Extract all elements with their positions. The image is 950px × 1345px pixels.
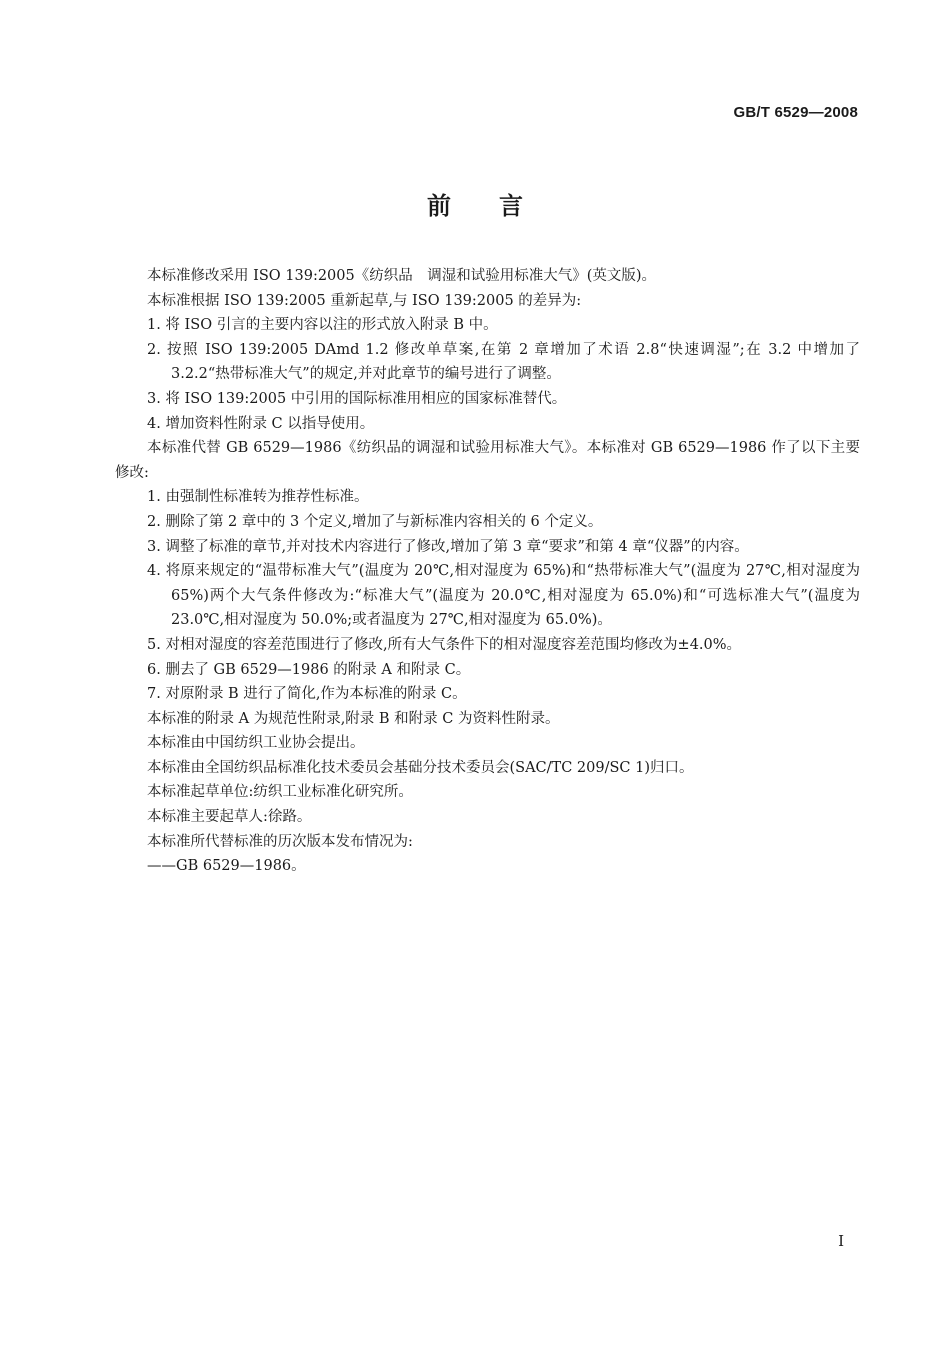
replacement-statement: 本标准代替 GB 6529—1986《纺织品的调湿和试验用标准大气》。本标准对 GB 6529—1986 作了以下主要修改:: [115, 440, 860, 481]
adoption-statement: 本标准修改采用 ISO 139:2005《纺织品 调湿和试验用标准大气》(英文版)。: [147, 268, 657, 284]
annex-statement: 本标准的附录 A 为规范性附录,附录 B 和附录 C 为资料性附录。: [147, 710, 560, 727]
differences-intro: 本标准根据 ISO 139:2005 重新起草,与 ISO 139:2005 的差异为:: [147, 292, 582, 309]
title-char-2: 言: [499, 192, 523, 220]
foreword-body: [115, 264, 860, 879]
drafting-unit: 本标准起草单位:纺织工业标准化研究所。: [147, 784, 413, 801]
change-item: 4. 将原来规定的“温带标准大气”(温度为 20℃,相对湿度为 65%)和“热带标准大气”(温度为 27℃,相对湿度为 65%)两个大气条件修改为:“标准大气”(温度为 20.0℃,相对湿度为 65.0%)和“可选标准大气”(温度为 23.0℃,相对湿度为 50.0%;或者温度为 27℃,相对湿度为 65.0%)。: [147, 563, 860, 629]
change-item: 1. 由强制性标准转为推荐性标准。: [147, 489, 369, 506]
change-item: 2. 删除了第 2 章中的 3 个定义,增加了与新标准内容相关的 6 个定义。: [147, 513, 603, 530]
change-item: 7. 对原附录 B 进行了简化,作为本标准的附录 C。: [147, 686, 467, 703]
main-drafter: 本标准主要起草人:徐路。: [147, 809, 312, 826]
difference-item: 2. 按照 ISO 139:2005 DAmd 1.2 修改单草案,在第 2 章增加了术语 2.8“快速调湿”;在 3.2 中增加了 3.2.2“热带标准大气”的规定,并对此章节的编号进行了调整。: [147, 341, 860, 383]
difference-item: 1. 将 ISO 引言的主要内容以注的形式放入附录 B 中。: [147, 317, 498, 334]
history-item: ——GB 6529—1986。: [147, 858, 306, 875]
page-number: I: [838, 1232, 844, 1250]
change-item: 3. 调整了标准的章节,并对技术内容进行了修改,增加了第 3 章“要求”和第 4 章“仪器”的内容。: [147, 538, 749, 555]
difference-item: 3. 将 ISO 139:2005 中引用的国际标准用相应的国家标准替代。: [147, 390, 567, 407]
title-char-1: 前: [427, 192, 451, 220]
history-intro: 本标准所代替标准的历次版本发布情况为:: [147, 833, 413, 850]
difference-item: 4. 增加资料性附录 C 以指导使用。: [147, 415, 375, 432]
page-title: [0, 186, 950, 221]
standard-number: GB/T 6529—2008: [733, 104, 858, 121]
change-item: 5. 对相对湿度的容差范围进行了修改,所有大气条件下的相对湿度容差范围均修改为±4.0%。: [147, 636, 742, 653]
committee-statement: 本标准由全国纺织品标准化技术委员会基础分技术委员会(SAC/TC 209/SC 1)归口。: [147, 759, 694, 776]
proposer-statement: 本标准由中国纺织工业协会提出。: [147, 735, 365, 752]
change-item: 6. 删去了 GB 6529—1986 的附录 A 和附录 C。: [147, 661, 471, 678]
